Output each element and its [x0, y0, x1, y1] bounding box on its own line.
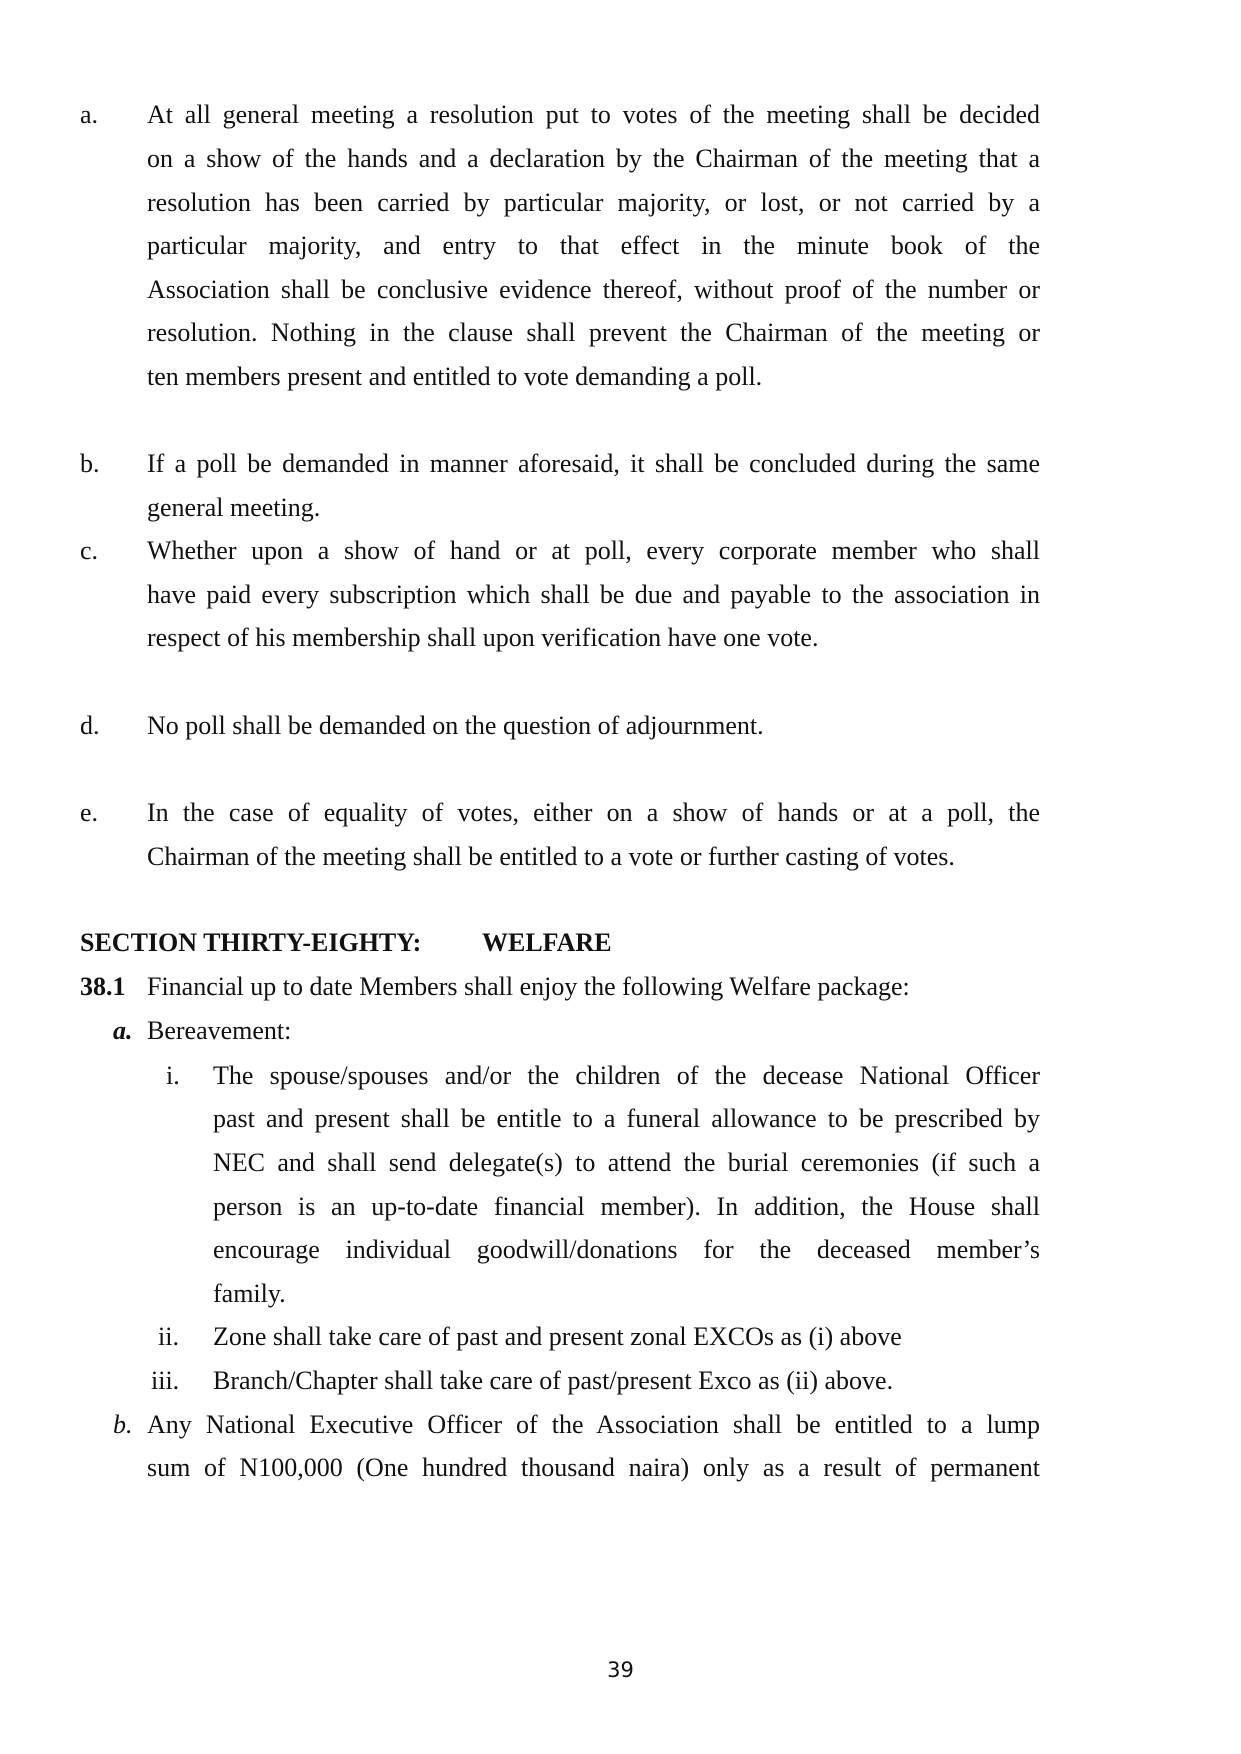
- subitem-line: family.: [213, 1279, 286, 1308]
- subitem-marker: i.: [166, 1061, 180, 1090]
- clause-marker: b.: [80, 449, 100, 478]
- subitem-marker: ii.: [158, 1322, 179, 1351]
- clause-marker: e.: [80, 798, 99, 827]
- clause-marker: a.: [80, 100, 99, 129]
- clause-line: ten members present and entitled to vote demanding a poll.: [147, 362, 763, 391]
- item-line: sum of N100,000 (One hundred thousand naira) only as a result of permanent: [147, 1453, 1040, 1482]
- subitem-line: person is an up-to-date financial member). In addition, the House shall: [213, 1192, 1040, 1221]
- subitem-line: NEC and shall send delegate(s) to attend the burial ceremonies (if such a: [213, 1148, 1040, 1177]
- subitem-line: Zone shall take care of past and present zonal EXCOs as (i) above: [213, 1322, 902, 1351]
- clause-line: general meeting.: [147, 493, 321, 522]
- clause-line: respect of his membership shall upon verification have one vote.: [147, 623, 819, 652]
- item-label: Bereavement:: [147, 1016, 292, 1045]
- subitem-line: The spouse/spouses and/or the children of the decease National Officer: [213, 1061, 1040, 1090]
- subsection-text: Financial up to date Members shall enjoy the following Welfare package:: [147, 972, 910, 1001]
- subitem-line: Branch/Chapter shall take care of past/present Exco as (ii) above.: [213, 1366, 894, 1395]
- section-title: SECTION THIRTY-EIGHTY:: [80, 928, 422, 957]
- subitem-marker: iii.: [151, 1366, 180, 1395]
- subsection-number: 38.1: [80, 972, 126, 1001]
- page-number: 39: [607, 1658, 634, 1682]
- clause-marker: c.: [80, 536, 99, 565]
- clause-line: have paid every subscription which shall be due and payable to the association in: [147, 580, 1040, 609]
- clause-line: resolution has been carried by particular majority, or lost, or not carried by a: [147, 188, 1040, 217]
- clause-line: on a show of the hands and a declaration by the Chairman of the meeting that a: [147, 144, 1040, 173]
- clause-line: In the case of equality of votes, either on a show of hands or at a poll, the: [147, 798, 1040, 827]
- item-marker: b.: [113, 1410, 133, 1439]
- clause-line: Whether upon a show of hand or at poll, every corporate member who shall: [147, 536, 1040, 565]
- clause-line: At all general meeting a resolution put to votes of the meeting shall be decided: [147, 100, 1040, 129]
- clause-line: Association shall be conclusive evidence thereof, without proof of the number or: [147, 275, 1040, 304]
- item-marker: a.: [113, 1016, 133, 1045]
- subitem-line: past and present shall be entitle to a funeral allowance to be prescribed by: [213, 1104, 1040, 1133]
- clause-line: particular majority, and entry to that effect in the minute book of the: [147, 231, 1040, 260]
- clause-line: resolution. Nothing in the clause shall prevent the Chairman of the meeting or: [147, 318, 1040, 347]
- clause-line: No poll shall be demanded on the question of adjournment.: [147, 711, 764, 740]
- clause-line: Chairman of the meeting shall be entitled to a vote or further casting of votes.: [147, 842, 955, 871]
- subitem-line: encourage individual goodwill/donations for the deceased member’s: [213, 1235, 1040, 1264]
- item-line: Any National Executive Officer of the Association shall be entitled to a lump: [147, 1410, 1040, 1439]
- clause-marker: d.: [80, 711, 100, 740]
- section-subject: WELFARE: [482, 928, 612, 957]
- clause-line: If a poll be demanded in manner aforesaid, it shall be concluded during the same: [147, 449, 1040, 478]
